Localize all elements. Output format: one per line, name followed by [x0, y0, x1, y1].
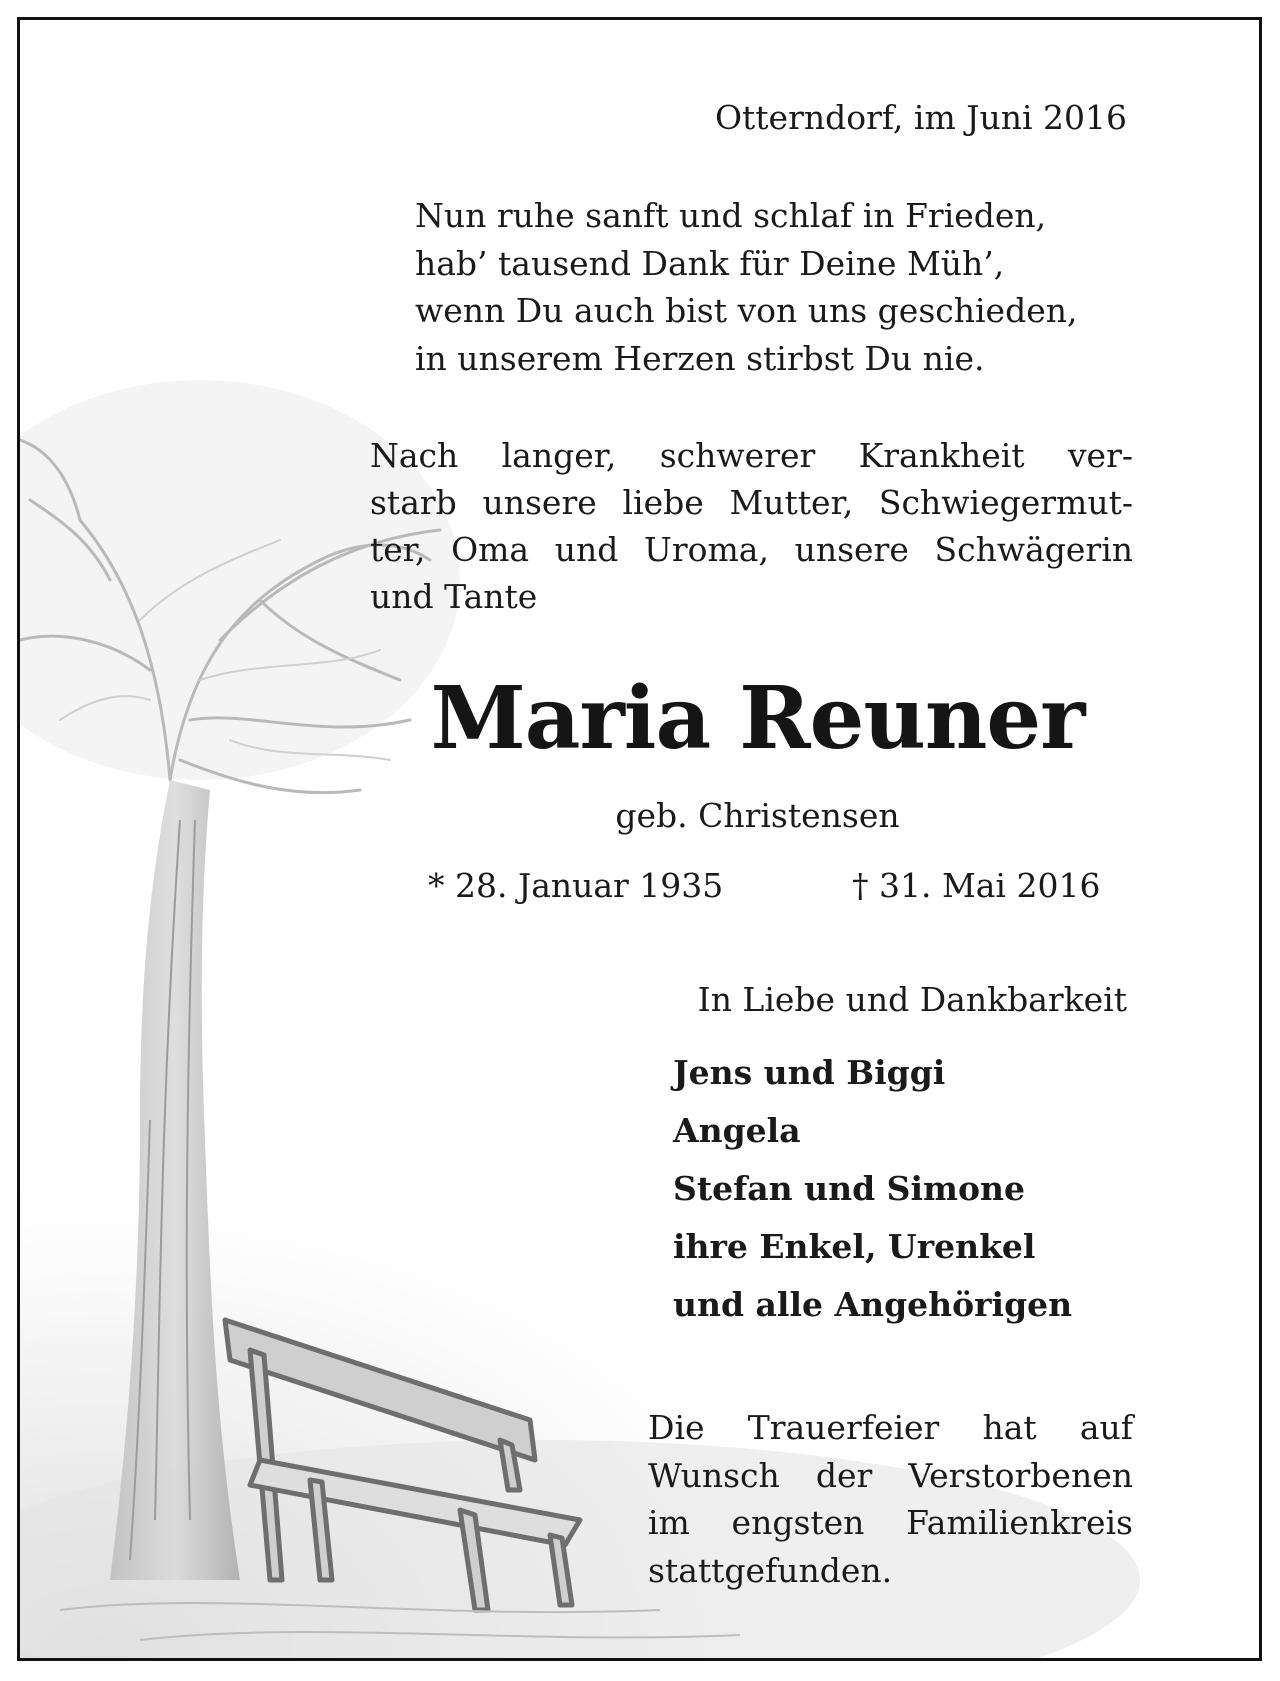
announcement-line: ter, Oma und Uroma, unsere Schwägerin	[370, 530, 1133, 569]
place-and-date: Otterndorf, im Juni 2016	[714, 98, 1127, 137]
deceased-name: Maria Reuner	[430, 668, 1085, 769]
mourner: und alle Angehörigen	[673, 1285, 1073, 1324]
ceremony-line: Wunsch der Verstorbenen	[648, 1455, 1133, 1495]
obituary-frame	[17, 17, 1262, 1661]
ceremony-line: stattgefunden.	[648, 1550, 893, 1590]
announcement-line: und Tante	[370, 577, 538, 616]
announcement-text	[370, 432, 1133, 620]
mourner: Jens und Biggi	[673, 1053, 946, 1092]
verse-line: in unserem Herzen stirbst Du nie.	[415, 338, 985, 378]
ceremony-line: im engsten Familienkreis	[648, 1503, 1133, 1542]
verse-line: wenn Du auch bist von uns geschieden,	[415, 291, 1078, 330]
verse-line: hab’ tausend Dank für Deine Müh’,	[415, 243, 1005, 283]
announcement-line: starb unsere liebe Mutter, Schwiegermut-	[370, 483, 1133, 522]
verse-line: Nun ruhe sanft und schlaf in Frieden,	[415, 196, 1047, 235]
mourner: Stefan und Simone	[673, 1169, 1025, 1208]
ceremony-line: Die Trauerfeier hat auf	[648, 1408, 1133, 1447]
ceremony-note	[648, 1404, 1133, 1594]
announcement-line: Nach langer, schwerer Krankheit ver-	[370, 436, 1133, 475]
death-date: † 31. Mai 2016	[852, 866, 1101, 905]
maiden-name: geb. Christensen	[615, 796, 900, 835]
birth-date: * 28. Januar 1935	[428, 866, 724, 905]
mourner: Angela	[673, 1111, 801, 1150]
love-line: In Liebe und Dankbarkeit	[697, 980, 1127, 1019]
memorial-verse	[415, 192, 1077, 382]
mourner: ihre Enkel, Urenkel	[673, 1227, 1036, 1266]
mourners-list	[673, 1044, 1072, 1334]
